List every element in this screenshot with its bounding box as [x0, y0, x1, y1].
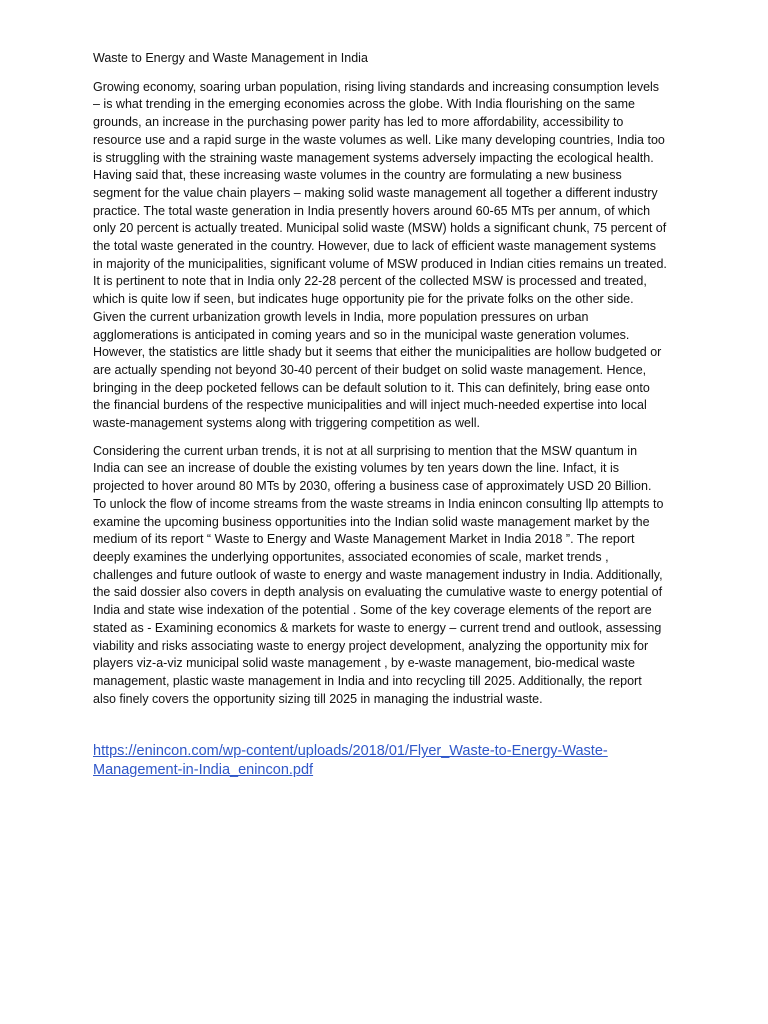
document-title: Waste to Energy and Waste Management in India	[93, 51, 368, 65]
paragraph-2: Considering the current urban trends, it is not at all surprising to mention that the MSW quantum in India can see an increase of double the existing volumes by ten years down the line. Infact, it is projected to hover around 80 MTs by 2030, offering a business case of approximately USD 20 Billion. To unlock the flow of income streams from the waste streams in India enincon consulting llp attempts to examine the upcoming business opportunities into the Indian solid waste management market by the medium of its report “ Waste to Energy and Waste Management Market in India 2018 ”. The report deeply examines the underlying opportunites, associated economies of scale, market trends , challenges and future outlook of waste to energy and waste management industry in India. Additionally, the said dossier also covers in depth analysis on evaluating the cumulative waste to energy potential of India and state wise indexation of the potential . Some of the key coverage elements of the report are stated as - Examining economics & markets for waste to energy – current trend and outlook, assessing viability and risks associating waste to energy project development, analyzing the opportunity mix for players viz-a-viz municipal solid waste management , by e-waste management, bio-medical waste management, plastic waste management in India and into recycling till 2025. Additionally, the report also finely covers the opportunity sizing till 2025 in managing the industrial waste.	[93, 443, 664, 706]
paragraph-1: Growing economy, soaring urban population, rising living standards and increasing consumption levels – is what trending in the emerging economies across the globe. With India flourishing on the same grounds, an increase in the purchasing power parity has led to more affordability, accessibility to resource use and a rapid surge in the waste volumes as well. Like many developing countries, India too is struggling with the straining waste management systems adversely impacting the ecological health. Having said that, these increasing waste volumes in the country are formulating a new business segment for the value chain players – making solid waste management all together a different industry practice. The total waste generation in India presently hovers around 60-65 MTs per annum, of which only 20 percent is actually treated. Municipal solid waste (MSW) holds a significant chunk, 75 percent of the total waste generated in the country. However, due to lack of efficient waste management systems in majority of the municipalities, significant volume of MSW produced in Indian cities remains un treated. It is pertinent to note that in India only 22-28 percent of the collected MSW is processed and treated, which is quite low if seen, but indicates huge opportunity pie for the private folks on the other side. Given the current urbanization growth levels in India, more population pressures on urban agglomerations is anticipated in coming years and so in the municipal waste generation volumes. However, the statistics are little shady but it seems that either the municipalities are hollow budgeted or are actually spending not beyond 30-40 percent of their budget on solid waste management. Hence, bringing in the deep pocketed fellows can be default solution to it. This can definitely, bring ease onto the financial burdens of the respective municipalities and will inject much-needed expertise into local waste-management systems along with triggering competition as well.	[93, 79, 667, 431]
link-block	[93, 742, 693, 780]
document-page	[93, 50, 667, 780]
report-flyer-link[interactable]: https://enincon.com/wp-content/uploads/2018/01/Flyer_Waste-to-Energy-Waste-Management-in-India_enincon.pdf	[93, 743, 608, 779]
